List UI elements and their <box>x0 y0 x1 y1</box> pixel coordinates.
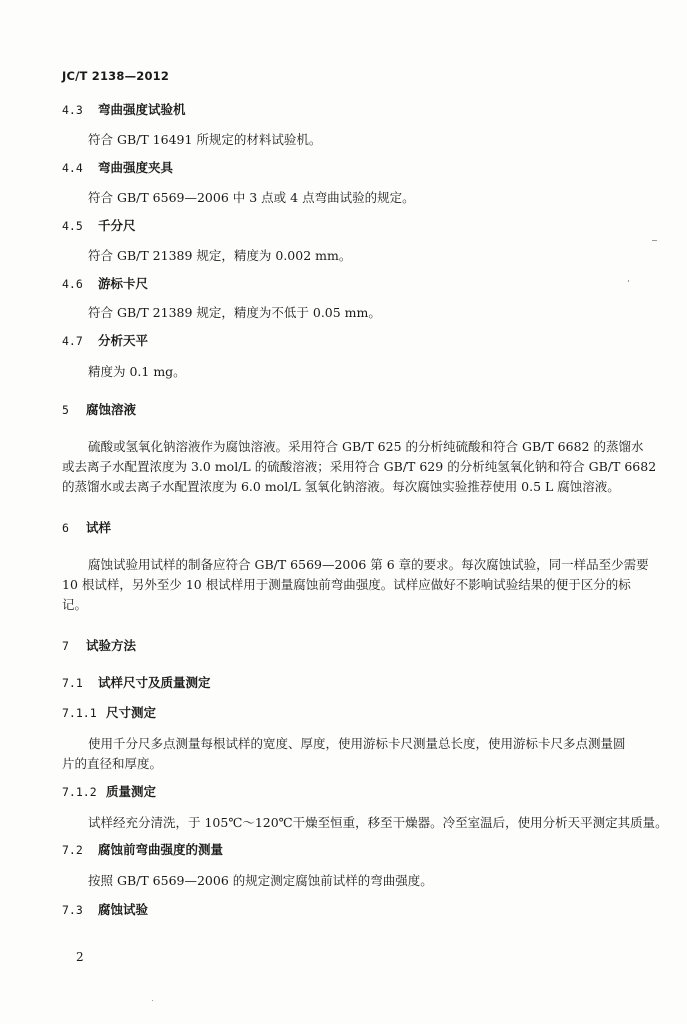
section-body-7-1-2 <box>62 813 668 833</box>
section-title: 弯曲强度夹具 <box>98 160 174 175</box>
section-title: 试样 <box>86 520 112 535</box>
section-title: 尺寸测定 <box>106 705 157 720</box>
section-body-4-5 <box>62 246 642 266</box>
paragraph-line: 硫酸或氢氧化钠溶液作为腐蚀溶液。采用符合 GB/T 625 的分析纯硫酸和符合 GB/T 6682 的蒸馏水 <box>88 439 644 454</box>
section-number: 4.5 <box>62 219 83 233</box>
section-body-6 <box>62 555 649 615</box>
standard-code-header: JC/T 2138—2012 <box>62 69 170 83</box>
section-body-7-1-1 <box>62 734 642 774</box>
paragraph-line: 符合 GB/T 16491 所规定的材料试验机。 <box>88 132 322 147</box>
paragraph-line: 片的直径和厚度。 <box>62 756 163 771</box>
section-heading-4-5 <box>62 216 136 236</box>
section-heading-4-3 <box>62 100 186 120</box>
section-heading-7-1 <box>62 673 211 693</box>
scan-speck <box>152 1000 153 1001</box>
section-heading-5 <box>62 400 136 420</box>
section-number: 4.7 <box>62 334 83 348</box>
section-body-4-3 <box>62 130 642 150</box>
section-number: 4.6 <box>62 277 83 291</box>
section-number: 7.1 <box>62 676 83 690</box>
section-number: 7 <box>62 639 69 653</box>
paragraph-line: 使用千分尺多点测量每根试样的宽度、厚度，使用游标卡尺测量总长度，使用游标卡尺多点测量圆 <box>88 736 626 751</box>
scan-speck <box>652 240 657 241</box>
paragraph-line: 按照 GB/T 6569—2006 的规定测定腐蚀前试样的弯曲强度。 <box>88 873 433 888</box>
paragraph-line: 记。 <box>62 597 88 612</box>
section-number: 7.1.2 <box>62 785 97 799</box>
paragraph-line: 符合 GB/T 21389 规定，精度为 0.002 mm。 <box>88 248 352 263</box>
section-body-4-6 <box>62 303 642 323</box>
section-heading-4-7 <box>62 331 148 351</box>
section-number: 7.1.1 <box>62 706 97 720</box>
paragraph-line: 的蒸馏水或去离子水配置浓度为 6.0 mol/L 氢氧化钠溶液。每次腐蚀实验推荐使用 0.5 L 腐蚀溶液。 <box>62 479 620 494</box>
section-heading-7-2 <box>62 840 223 860</box>
section-title: 分析天平 <box>98 333 149 348</box>
section-heading-7 <box>62 636 136 656</box>
section-title: 质量测定 <box>106 784 157 799</box>
section-body-7-2 <box>62 871 642 891</box>
section-body-5 <box>62 437 657 497</box>
section-heading-4-6 <box>62 274 148 294</box>
section-title: 游标卡尺 <box>98 276 149 291</box>
section-number: 7.2 <box>62 843 83 857</box>
section-body-4-7 <box>62 362 642 382</box>
section-number: 6 <box>62 521 69 535</box>
section-body-4-4 <box>62 188 642 208</box>
section-heading-4-4 <box>62 158 173 178</box>
section-title: 腐蚀前弯曲强度的测量 <box>98 842 224 857</box>
paragraph-line: 或去离子水配置浓度为 3.0 mol/L 的硫酸溶液；采用符合 GB/T 629 的分析纯氢氧化钠和符合 GB/T 6682 <box>62 459 657 474</box>
section-title: 腐蚀溶液 <box>86 402 137 417</box>
section-heading-7-1-1 <box>62 703 156 723</box>
section-title: 腐蚀试验 <box>98 902 149 917</box>
section-number: 7.3 <box>62 903 83 917</box>
section-heading-7-3 <box>62 900 148 920</box>
section-title: 试样尺寸及质量测定 <box>98 675 211 690</box>
paragraph-line: 腐蚀试验用试样的制备应符合 GB/T 6569—2006 第 6 章的要求。每次腐蚀试验，同一样品至少需要 <box>88 557 649 572</box>
page-number: 2 <box>76 950 84 964</box>
section-title: 试验方法 <box>86 638 137 653</box>
paragraph-line: 10 根试样，另外至少 10 根试样用于测量腐蚀前弯曲强度。试样应做好不影响试验结果的便于区分的标 <box>62 577 631 592</box>
paragraph-line: 试样经充分清洗，于 105℃～120℃干燥至恒重，移至干燥器。冷至室温后，使用分析天平测定其质量。 <box>88 815 668 830</box>
section-number: 5 <box>62 403 69 417</box>
paragraph-line: 符合 GB/T 21389 规定，精度为不低于 0.05 mm。 <box>88 305 381 320</box>
section-title: 千分尺 <box>98 218 136 233</box>
section-number: 4.4 <box>62 161 83 175</box>
scan-speck <box>628 280 629 282</box>
section-heading-6 <box>62 518 111 538</box>
paragraph-line: 符合 GB/T 6569—2006 中 3 点或 4 点弯曲试验的规定。 <box>88 190 415 205</box>
paragraph-line: 精度为 0.1 mg。 <box>88 364 186 379</box>
section-heading-7-1-2 <box>62 782 156 802</box>
section-title: 弯曲强度试验机 <box>98 102 186 117</box>
section-number: 4.3 <box>62 103 83 117</box>
